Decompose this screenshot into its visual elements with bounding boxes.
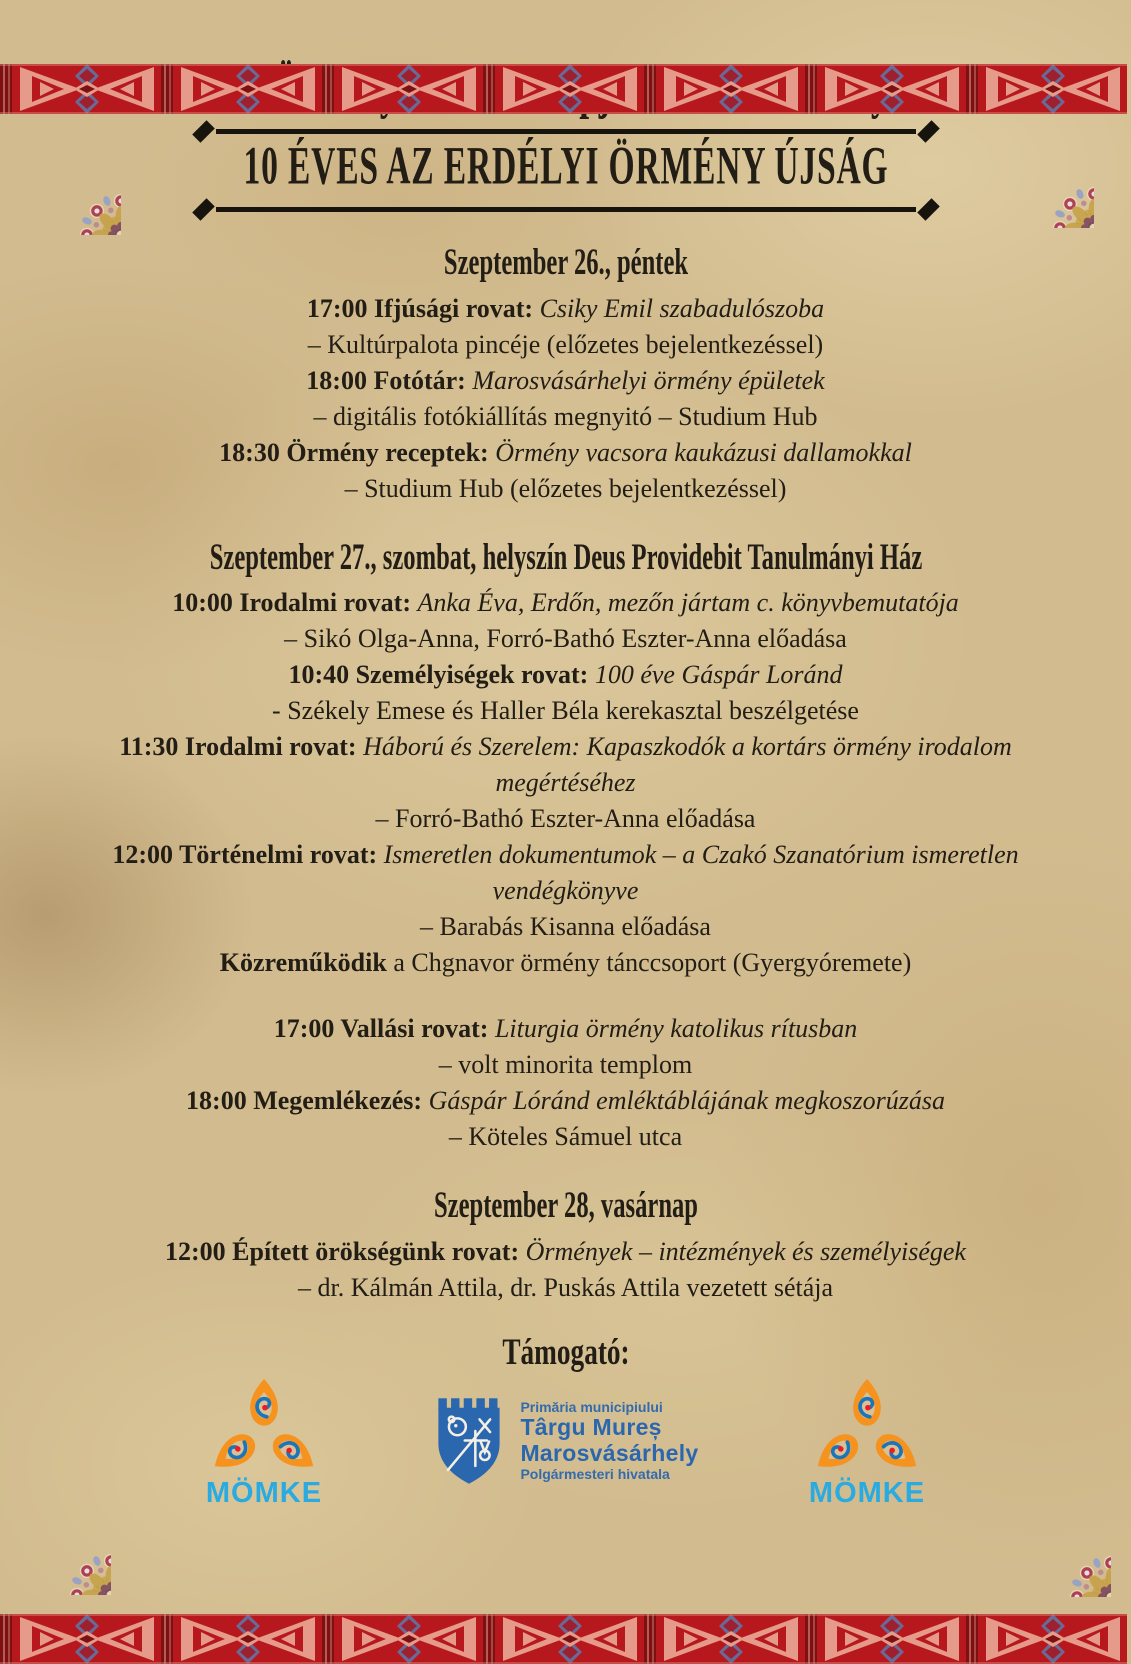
day-header-sep26: Szeptember 26., péntek: [443, 242, 688, 283]
event-line: – Köteles Sámuel utca: [448, 1122, 683, 1152]
event-line: – Forró-Bathó Eszter-Anna előadása: [375, 804, 756, 834]
poster-title-line2: 10 ÉVES AZ ERDÉLYI ÖRMÉNY ÚJSÁG: [243, 137, 888, 197]
momke-label: MÖMKE: [205, 1477, 323, 1510]
poster-content: [36, 64, 1096, 1510]
poster-page: [0, 64, 1131, 1664]
municipality-logo: [432, 1393, 698, 1488]
municipality-line1: Primăria municipiului: [520, 1398, 663, 1415]
event-line: megértéséhez: [495, 768, 636, 798]
event-line: 18:00 Megemlékezés: Gáspár Lóránd emléktáblájának megkoszorúzása: [186, 1086, 945, 1116]
event-line: - Székely Emese és Haller Béla kerekasztal beszélgetése: [272, 696, 859, 726]
momke-logo: [204, 1371, 324, 1510]
event-line: – Sikó Olga-Anna, Forró-Bathó Eszter-Anna előadása: [284, 624, 847, 654]
momke-label: MÖMKE: [808, 1477, 926, 1510]
event-line: – Barabás Kisanna előadása: [420, 912, 711, 942]
event-line: 17:00 Vallási rovat: Liturgia örmény katolikus rítusban: [273, 1014, 858, 1044]
event-line: – volt minorita templom: [438, 1050, 693, 1080]
supporter-heading: Támogató:: [501, 1330, 630, 1373]
day-header-sep27: Szeptember 27., szombat, helyszín Deus Providebit Tanulmányi Ház: [209, 537, 922, 578]
event-line: 10:00 Irodalmi rovat: Anka Éva, Erdőn, mezőn jártam c. könyvbemutatója: [172, 588, 959, 618]
momke-flame-icon: [807, 1371, 927, 1483]
event-line: vendégkönyve: [492, 876, 639, 906]
event-line: Közreműködik a Chgnavor örmény tánccsoport (Gyergyóremete): [219, 948, 912, 978]
momke-logo: [807, 1371, 927, 1510]
municipality-shield-icon: [432, 1393, 506, 1488]
municipality-line3: Marosvásárhely: [520, 1439, 699, 1466]
mandala-icon: [19, 1503, 111, 1595]
title-divider: [216, 129, 916, 134]
event-line: 12:00 Épített örökségünk rovat: Örmények – intézmények és személyiségek: [165, 1236, 966, 1266]
momke-flame-icon: [204, 1371, 324, 1483]
event-line: 12:00 Történelmi rovat: Ismeretlen dokumentumok – a Czakó Szanatórium ismeretlen: [112, 840, 1019, 870]
event-line: 10:40 Személyiségek rovat: 100 éve Gáspár Loránd: [288, 660, 843, 690]
municipality-line4: Polgármesteri hivatala: [520, 1465, 670, 1482]
event-line: 11:30 Irodalmi rovat: Háború és Szerelem: Kapaszkodók a kortárs örmény irodalom: [119, 732, 1012, 762]
municipality-name: [520, 1400, 698, 1483]
event-line: – digitális fotókiállítás megnyitó – Studium Hub: [313, 401, 818, 431]
folk-border-bottom: [0, 1614, 1131, 1664]
supporter-logos: [96, 1371, 1036, 1510]
municipality-line2: Târgu Mureș: [520, 1414, 662, 1441]
event-line: – Kultúrpalota pincéje (előzetes bejelentkezéssel): [307, 329, 824, 359]
event-line: – dr. Kálmán Attila, dr. Puskás Attila vezetett sétája: [297, 1272, 834, 1302]
event-line: 18:00 Fotótár: Marosvásárhelyi örmény épületek: [306, 365, 825, 395]
title-divider: [216, 207, 916, 212]
folk-border-top: [0, 64, 1131, 114]
event-line: – Studium Hub (előzetes bejelentkezéssel): [344, 473, 787, 503]
event-line: 18:30 Örmény receptek: Örmény vacsora kaukázusi dallamokkal: [219, 437, 912, 467]
mandala-icon: [1019, 1505, 1111, 1597]
event-line: 17:00 Ifjúsági rovat: Csiky Emil szabadulószoba: [306, 293, 825, 323]
day-header-sep28: Szeptember 28, vasárnap: [433, 1185, 698, 1226]
